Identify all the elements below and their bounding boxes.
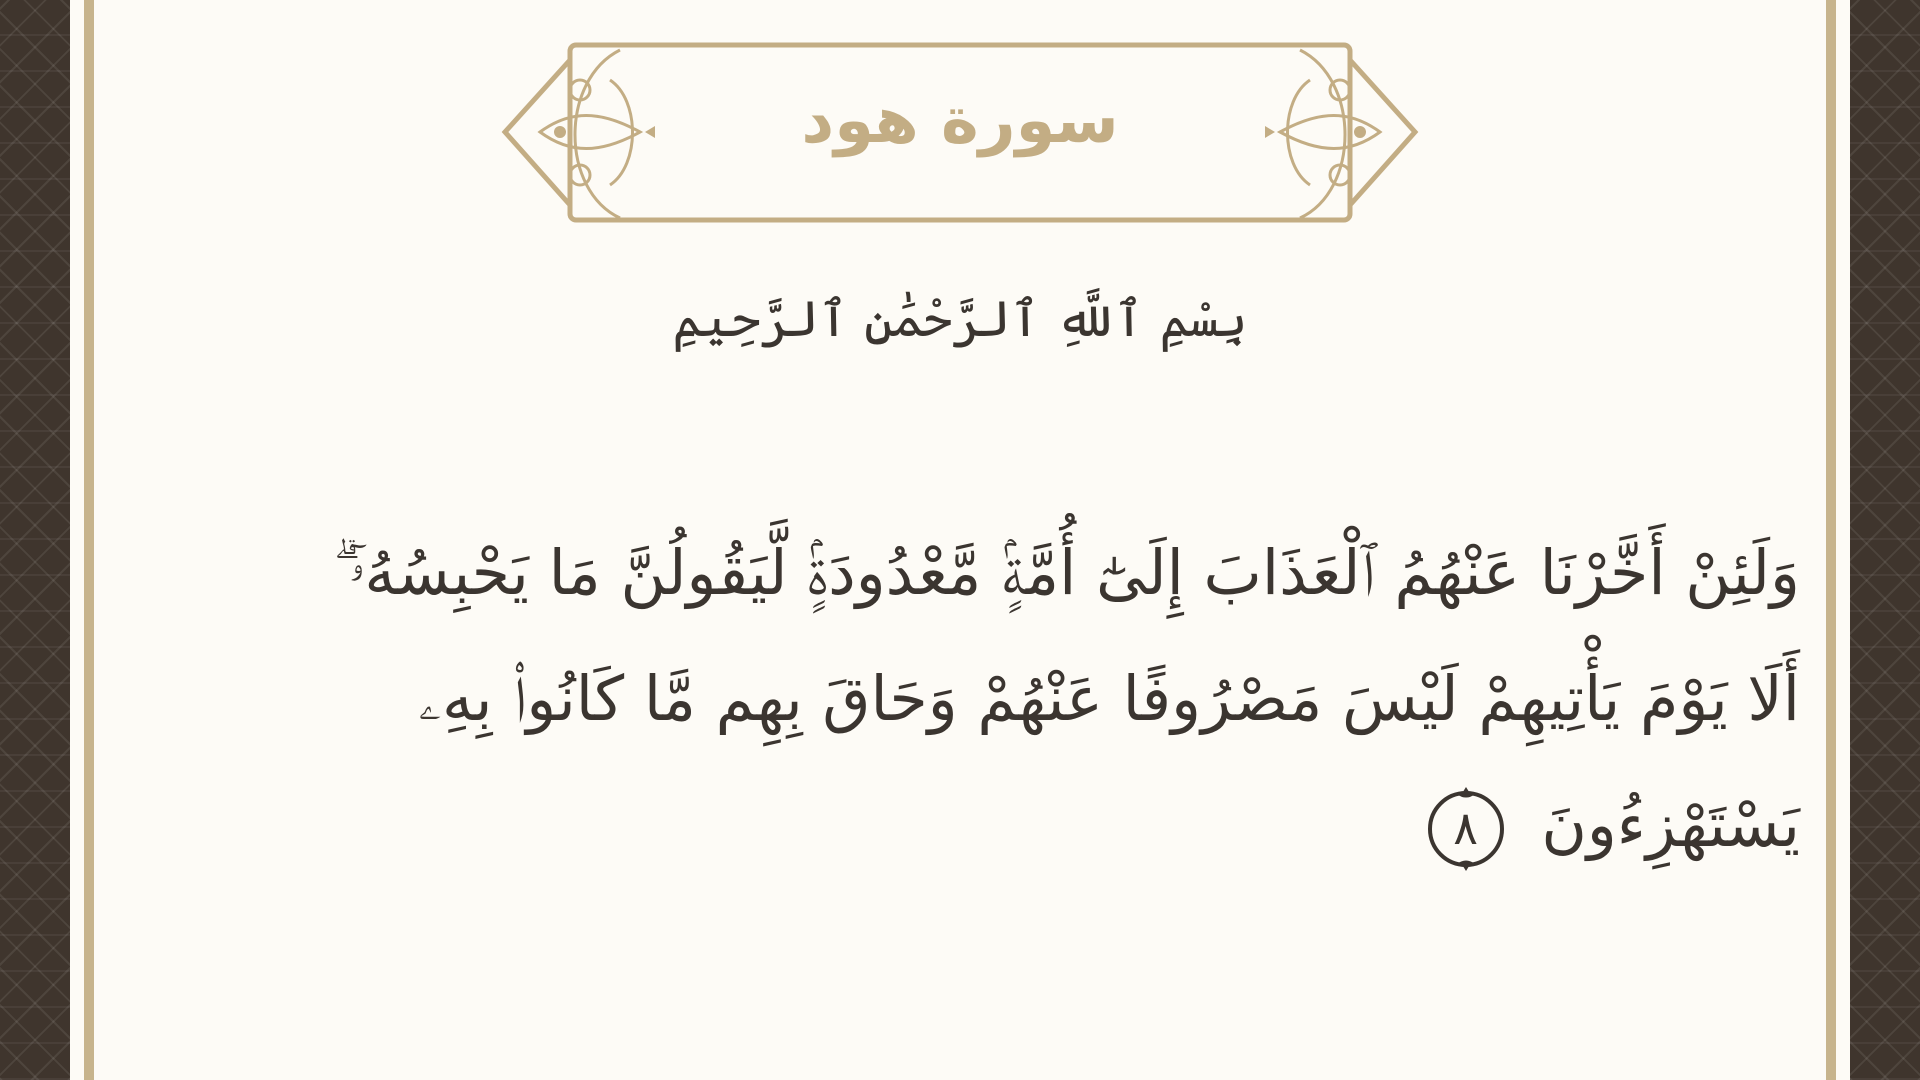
right-gold-rule bbox=[1826, 0, 1836, 1080]
basmala: بِسْمِ ٱللَّهِ ٱلرَّحْمَٰنِ ٱلرَّحِيمِ bbox=[672, 290, 1248, 348]
verse-line: أَلَا يَوْمَ يَأْتِيهِمْ لَيْسَ مَصْرُوفًا عَنْهُمْ وَحَاقَ بِهِم مَّا كَانُوا۟ بِهِۦ bbox=[418, 662, 1800, 735]
verse-line bbox=[320, 762, 1800, 888]
left-ornamental-border bbox=[0, 0, 70, 1080]
ayah-end-marker bbox=[1422, 785, 1510, 873]
verse-line-text: يَسْتَهْزِءُونَ bbox=[1541, 788, 1800, 861]
surah-title-cartouche bbox=[500, 40, 1420, 230]
verse-text bbox=[320, 510, 1800, 888]
surah-title: سورة هود bbox=[801, 84, 1119, 158]
left-gold-rule bbox=[84, 0, 94, 1080]
ayah-number: ٨ bbox=[1453, 800, 1478, 855]
right-ornamental-border bbox=[1850, 0, 1920, 1080]
verse-line: وَلَئِنْ أَخَّرْنَا عَنْهُمُ ٱلْعَذَابَ إِلَىٰٓ أُمَّةٍۢ مَّعْدُودَةٍۢ لَّيَقُولُنَّ مَا يَحْبِسُهُۥٓ ۗ bbox=[333, 536, 1800, 609]
